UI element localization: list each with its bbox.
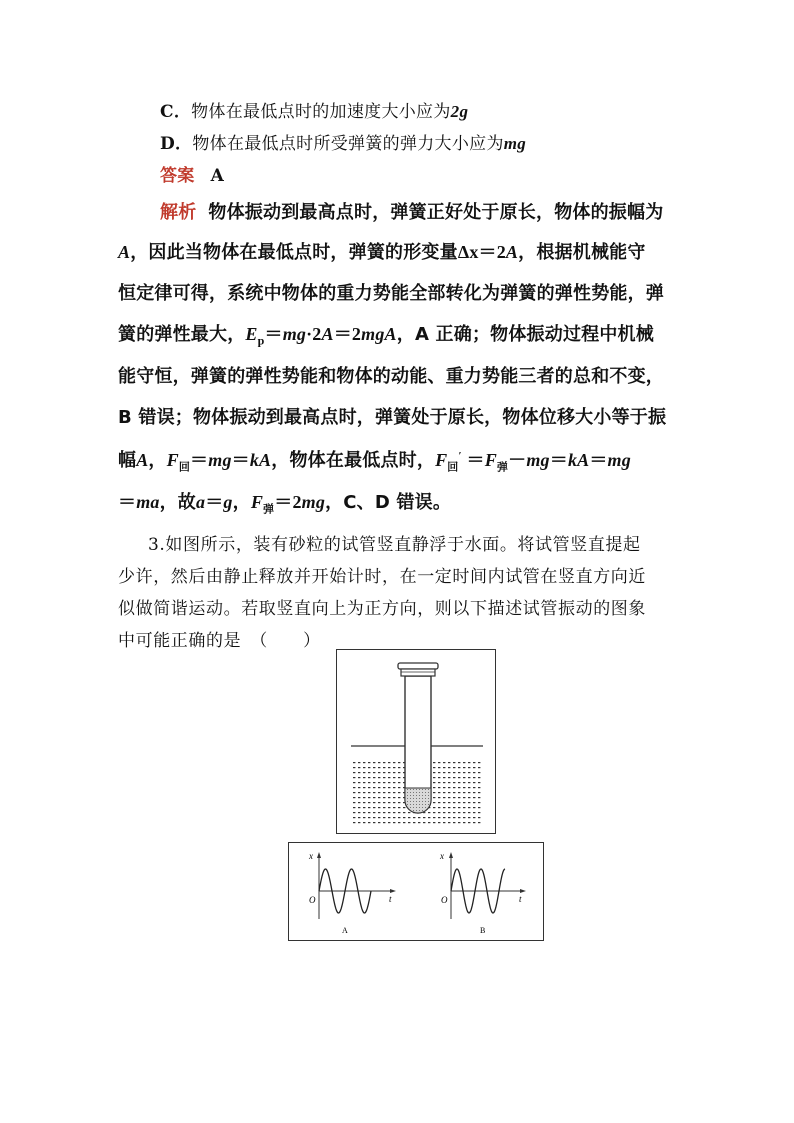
- math: mg: [301, 492, 326, 512]
- explanation-line-7: [118, 446, 631, 475]
- text: ，因此当物体在最低点时，弹簧的形变量: [130, 242, 458, 263]
- text: 能守恒，弹簧的弹性势能和物体的动能、重力势能三者的总和不变，: [118, 366, 664, 387]
- answer-label: 答案: [160, 166, 195, 186]
- math: A: [505, 242, 519, 262]
- math: g: [223, 492, 233, 512]
- math: A: [136, 450, 149, 470]
- option-d: [160, 129, 526, 154]
- text: ，物体在最低点时，: [271, 450, 436, 471]
- question-text: 中可能正确的是 （ ）: [118, 631, 321, 651]
- math: mg: [282, 324, 307, 344]
- math: a: [196, 492, 206, 512]
- text: ，A 正确；物体振动过程中机械: [396, 324, 654, 345]
- question-text: 3.如图所示，装有砂粒的试管竖直静浮于水面。将试管竖直提起: [148, 535, 641, 555]
- math: ＝: [461, 450, 485, 470]
- math: kA: [249, 450, 272, 470]
- answer-value: A: [210, 166, 225, 186]
- graph-b-x-axis-label: x: [440, 851, 444, 861]
- graph-a-x-axis-label: x: [309, 851, 313, 861]
- math-sub: p: [257, 333, 265, 348]
- math: mg: [208, 450, 232, 470]
- math-sub: 弹: [263, 502, 275, 516]
- text: ，: [232, 492, 251, 513]
- question-line-2: [118, 562, 646, 587]
- text: B 错误；物体振动到最高点时，弹簧处于原长，物体位移大小等于振: [118, 407, 667, 428]
- option-d-prefix: D．: [160, 134, 193, 154]
- question-line-3: [118, 594, 646, 619]
- math-sub: 回: [447, 460, 459, 474]
- math: E: [245, 324, 258, 344]
- text: ，故: [159, 492, 197, 513]
- math: ＝2: [274, 492, 302, 512]
- question-line-1: [148, 530, 641, 555]
- math-sub: 回: [178, 460, 191, 474]
- graph-b-t-axis-label: t: [519, 894, 522, 904]
- math: ＝: [264, 324, 283, 344]
- graphs-svg: [289, 843, 543, 940]
- math: ＝: [231, 450, 250, 470]
- math: F: [166, 450, 179, 470]
- math: ＝2: [478, 242, 506, 262]
- text: 幅: [118, 450, 137, 471]
- explanation-label: 解析: [160, 202, 197, 223]
- math: A: [321, 324, 334, 344]
- math: ＝: [118, 492, 137, 512]
- explanation-line-6: [118, 403, 666, 429]
- explanation-line-5: [118, 362, 664, 388]
- math-sup: ′: [458, 450, 462, 462]
- explanation-text: 物体振动到最高点时，弹簧正好处于原长，物体的振幅为: [208, 202, 664, 223]
- answer-line: [160, 161, 224, 186]
- explanation-line-8: [118, 488, 451, 517]
- explanation-line-1: [160, 198, 663, 224]
- math: F: [435, 450, 448, 470]
- text: 恒定律可得，系统中物体的重力势能全部转化为弹簧的弹性势能，弹: [118, 283, 664, 304]
- graph-b: [439, 851, 526, 935]
- explanation-line-3: [118, 279, 664, 305]
- graph-a-origin-label: O: [309, 895, 316, 905]
- question-text: 少许，然后由静止释放并开始计时，在一定时间内试管在竖直方向近: [118, 567, 646, 587]
- graph-b-origin-label: O: [441, 895, 448, 905]
- explanation-line-2: [118, 238, 646, 264]
- math: ·2: [306, 324, 322, 344]
- math: ＝: [549, 450, 568, 470]
- math-sub: 弹: [496, 460, 509, 474]
- option-c: [160, 97, 468, 122]
- math: mg: [607, 450, 631, 470]
- graph-a: [308, 851, 396, 935]
- math: F: [250, 492, 264, 512]
- explanation-line-4: [118, 320, 654, 349]
- math: －: [508, 450, 527, 470]
- question-text: 似做简谐运动。若取竖直向上为正方向，则以下描述试管振动的图象: [118, 599, 646, 619]
- test-tube-illustration: [337, 650, 495, 833]
- option-c-text: 物体在最低点时的加速度大小应为: [191, 102, 451, 122]
- math: ma: [136, 492, 160, 512]
- option-c-value: 2g: [450, 102, 469, 121]
- graphs-figure: [288, 842, 544, 941]
- math: F: [484, 450, 497, 470]
- math: Δx: [457, 242, 479, 262]
- question-line-4: [118, 626, 321, 651]
- math: ＝: [589, 450, 608, 470]
- option-c-prefix: C．: [160, 102, 192, 122]
- option-d-value: mg: [503, 134, 527, 153]
- math: ＝: [205, 492, 224, 512]
- graph-a-caption: A: [342, 926, 348, 935]
- math: mgA: [361, 324, 397, 344]
- math: ＝2: [333, 324, 362, 344]
- text: ，C、D 错误。: [325, 492, 452, 513]
- math: kA: [567, 450, 590, 470]
- option-d-text: 物体在最低点时所受弹簧的弹力大小应为: [192, 134, 504, 154]
- math: ＝: [190, 450, 209, 470]
- math: mg: [526, 450, 550, 470]
- graph-a-t-axis-label: t: [389, 894, 392, 904]
- text: ，: [148, 450, 167, 471]
- math: A: [118, 242, 131, 262]
- test-tube-figure: [336, 649, 496, 834]
- text: 簧的弹性最大，: [118, 324, 246, 345]
- text: ，根据机械能守: [518, 242, 646, 263]
- graph-b-caption: B: [480, 926, 486, 935]
